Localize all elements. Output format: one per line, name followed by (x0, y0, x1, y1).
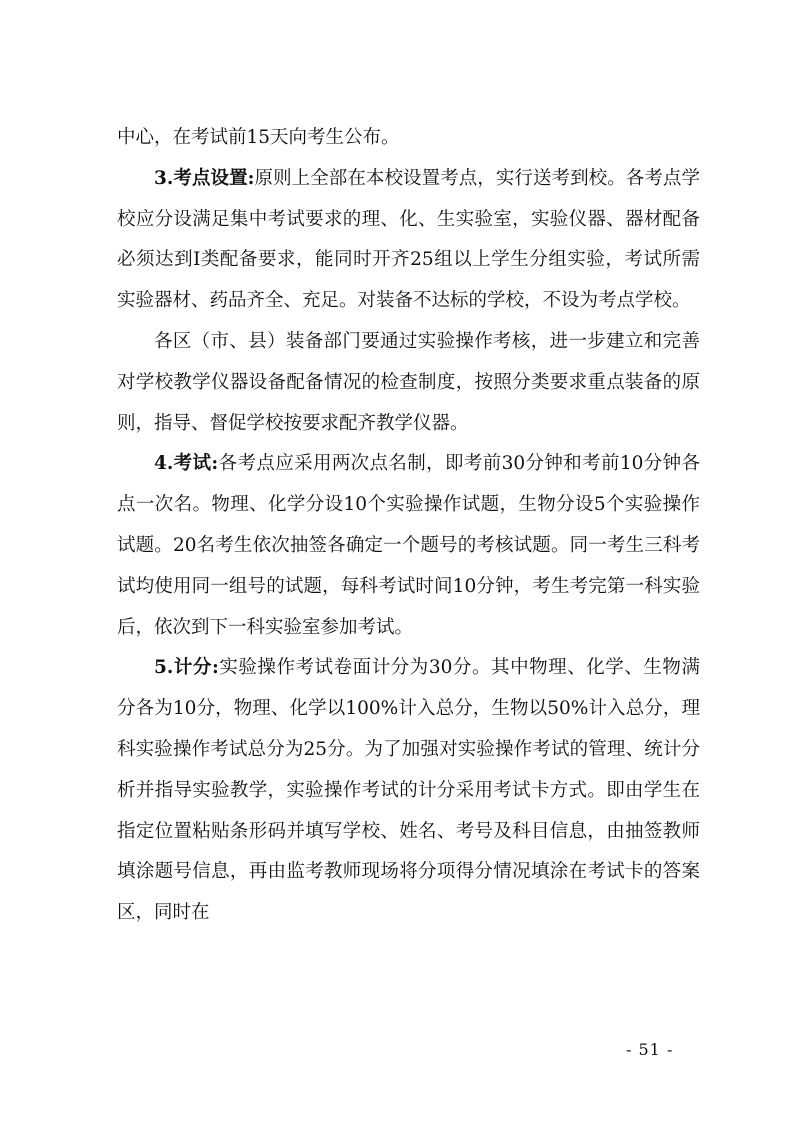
body-text (117, 118, 700, 934)
paragraph-text: 各考点应采用两次点名制，即考前30分钟和考前10分钟各点一次名。物理、化学分设10个实验操作试题，生物分设5个实验操作试题。20名考生依次抽签各确定一个题号的考核试题。同一考生三科考试均使用同一组号的试题，每科考试时间10分钟，考生考完第一科实验后，依次到下一科实验室参加考试。 (117, 453, 700, 638)
page-number: - 51 - (626, 1040, 674, 1059)
paragraph-text: 各区（市、县）装备部门要通过实验操作考核，进一步建立和完善对学校教学仪器设备配备情况的检查制度，按照分类要求重点装备的原则，指导、督促学校按要求配齐教学仪器。 (117, 330, 700, 434)
paragraph-equipment-departments (117, 322, 700, 444)
paragraph-exam-site-setup (117, 159, 700, 322)
paragraph-text: 实验操作考试卷面计分为30分。其中物理、化学、生物满分各为10分，物理、化学以100%计入总分，生物以50%计入总分，理科实验操作考试总分为25分。为了加强对实验操作考试的管理、统计分析并指导实验教学，实验操作考试的计分采用考试卡方式。即由学生在指定位置粘贴条形码并填写学校、姓名、考号及科目信息，由抽签教师填涂题号信息，再由监考教师现场将分项得分情况填涂在考试卡的答案区，同时在 (117, 657, 700, 924)
paragraph-continuation (117, 118, 700, 159)
paragraph-scoring (117, 648, 700, 934)
paragraph-exam (117, 444, 700, 648)
section-heading: 3.考点设置: (154, 167, 255, 189)
paragraph-text: 中心，在考试前15天向考生公布。 (117, 127, 400, 148)
section-heading: 5.计分: (154, 657, 219, 679)
paragraph-text: 原则上全部在本校设置考点，实行送考到校。各考点学校应分设满足集中考试要求的理、化、生实验室，实验仪器、器材配备必须达到Ⅰ类配备要求，能同时开齐25组以上学生分组实验，考试所需实验器材、药品齐全、充足。对装备不达标的学校，不设为考点学校。 (117, 167, 700, 312)
section-heading: 4.考试: (154, 453, 219, 475)
